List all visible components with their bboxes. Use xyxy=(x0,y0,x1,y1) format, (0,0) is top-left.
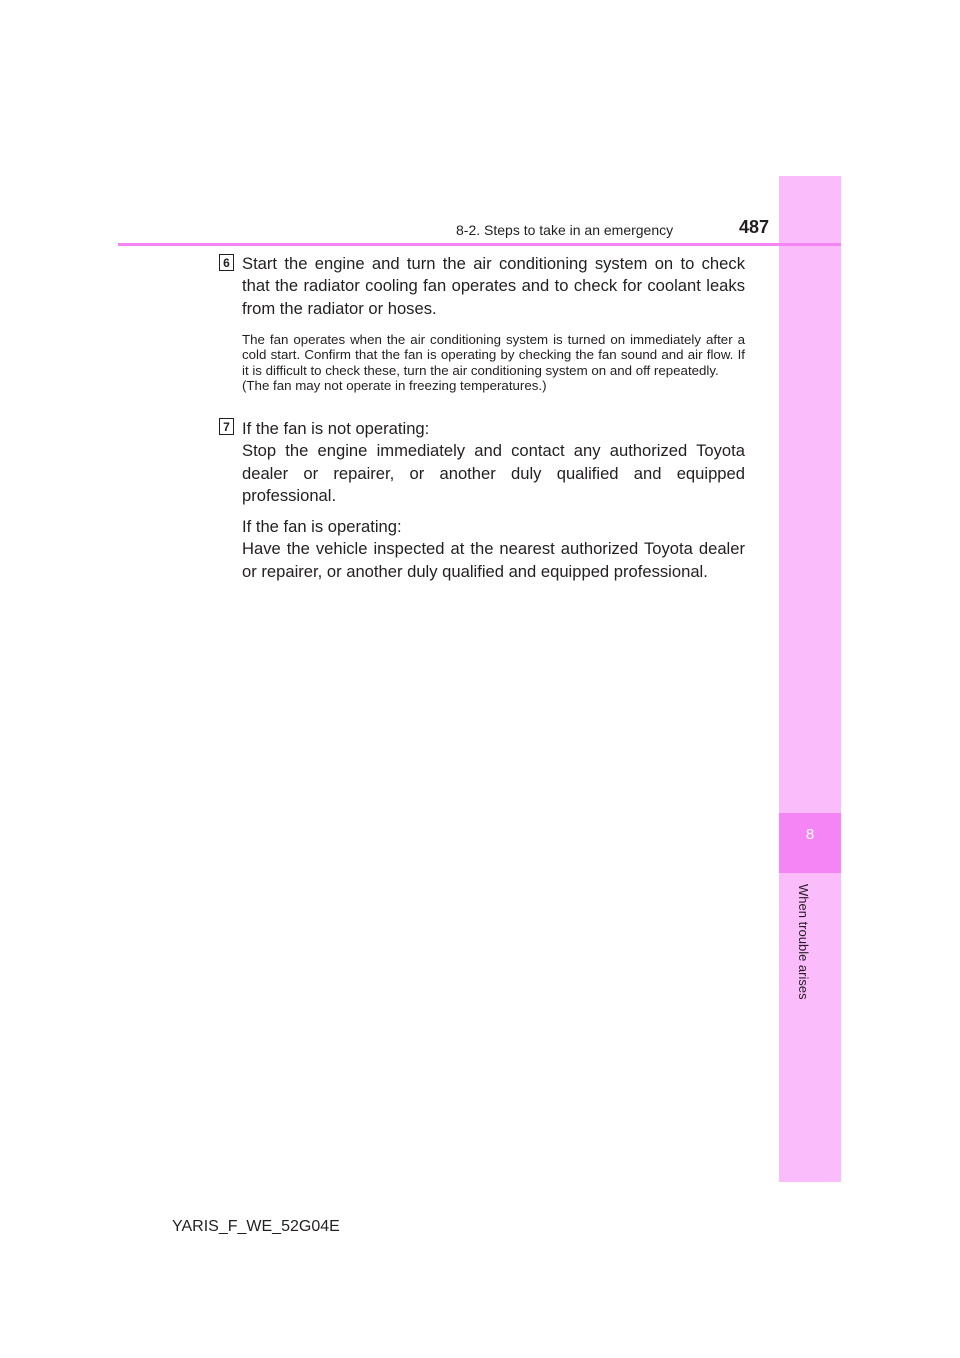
step-7-operating-heading: If the fan is operating: xyxy=(242,517,402,537)
step-7-not-operating-heading: If the fan is not operating: xyxy=(242,419,430,438)
header-divider xyxy=(118,243,841,246)
step-6-note-text: The fan operates when the air conditioning system is turned on immediately after a cold start. Confirm that the fan is operating by checking the fan sound and air flow. If it is difficult to check these, turn the air conditioning system on and off repeatedly. xyxy=(242,331,745,378)
page-number: 487 xyxy=(739,217,770,237)
side-tab xyxy=(779,176,841,1182)
step-7-operating xyxy=(242,516,745,583)
chapter-number: 8 xyxy=(805,826,815,843)
step-7-not-operating xyxy=(242,418,745,507)
chapter-title: When trouble arises xyxy=(796,884,811,1000)
step-6-badge: 6 xyxy=(219,254,234,271)
step-7-badge: 7 xyxy=(219,418,234,435)
chapter-box xyxy=(779,813,841,873)
step-6-note xyxy=(242,332,745,394)
step-7-content xyxy=(242,418,745,583)
step-7-operating-text: Have the vehicle inspected at the nearest authorized Toyota dealer or repairer, or another duly qualified and equipped professional. xyxy=(242,539,745,581)
step-6-instruction: Start the engine and turn the air conditioning system on to check that the radiator cooling fan operates and to check for coolant leaks from the radiator or hoses. xyxy=(242,254,745,318)
step-7-not-operating-text: Stop the engine immediately and contact any authorized Toyota dealer or repairer, or another duly qualified and equipped professional. xyxy=(242,441,745,505)
step-6-note-freezing: (The fan may not operate in freezing temperatures.) xyxy=(242,378,547,394)
footer-document-code: YARIS_F_WE_52G04E xyxy=(172,1218,340,1235)
step-6-content xyxy=(242,253,745,394)
header-section-title: 8-2. Steps to take in an emergency xyxy=(456,222,674,238)
